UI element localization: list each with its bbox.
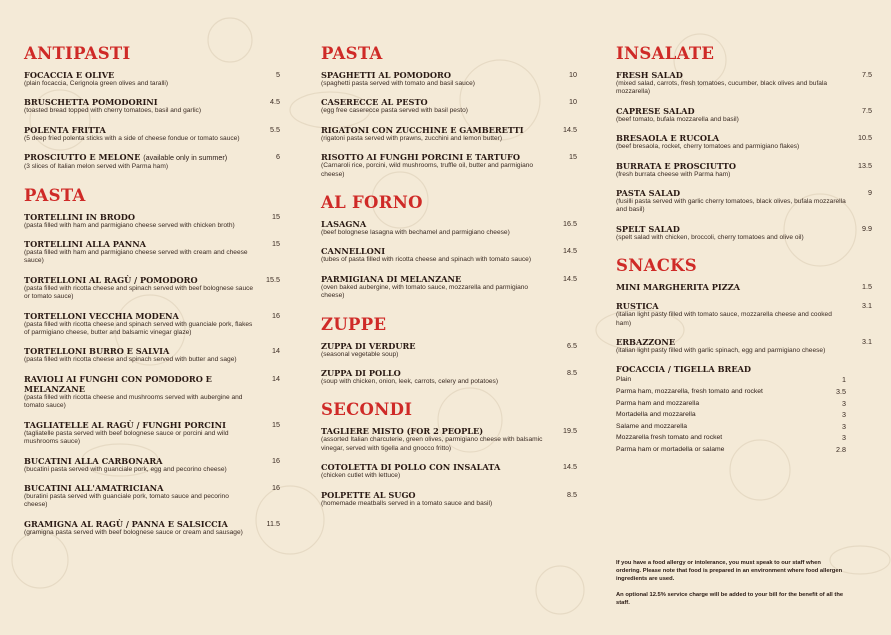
item-name-line [321,426,551,436]
menu-item [321,341,577,359]
item-price: 15 [272,419,280,429]
item-name-line [616,106,846,116]
menu-section [321,315,577,387]
bread-option-label: Parma ham and mozzarella [616,399,700,407]
item-description: (spelt salad with chicken, broccoli, cherry tomatoes and olive oil) [616,233,804,241]
menu-item [321,490,577,508]
item-name-line [24,311,254,321]
item-price: 6 [276,152,280,162]
item-price: 14 [272,346,280,356]
item-price: 14.5 [563,246,577,256]
item-price: 15 [272,211,280,221]
bread-option [616,398,846,410]
bread-option-label: Plain [616,376,632,384]
menu-item [24,483,280,510]
item-name: GRAMIGNA AL RAGÙ / PANNA E SALSICCIA [24,518,228,529]
item-name: FOCACCIA / TIGELLA BREAD [616,364,752,375]
bread-option [616,432,846,444]
bread-option-price: 3 [842,433,846,443]
bread-option-price: 3 [842,398,846,408]
menu-item [321,152,577,179]
item-name: TORTELLINI IN BRODO [24,211,135,222]
item-description: (tubes of pasta filled with ricotta cheese and spinach with tomato sauce) [321,256,532,264]
item-name: TAGLIERE MISTO (FOR 2 PEOPLE) [321,426,484,437]
menu-item [616,161,872,179]
item-name: BURRATA E PROSCIUTTO [616,160,737,171]
menu-item [616,364,872,455]
menu-item [24,70,280,88]
menu-item [321,219,577,237]
menu-item [24,311,280,338]
item-name: TORTELLINI ALLA PANNA [24,239,147,250]
item-description: (homemade meatballs served in a tomato sauce and basil) [321,499,493,507]
bread-option-price: 3 [842,410,846,420]
menu-item [616,282,872,292]
item-name: POLENTA FRITTA [24,124,106,135]
item-name-line [616,188,846,198]
item-name-line [321,274,551,284]
bread-option [616,421,846,433]
item-price: 10 [569,70,577,79]
item-name: ZUPPA DI VERDURE [321,340,416,351]
section-title: ANTIPASTI [24,44,131,63]
menu-column-left [24,44,280,551]
item-price: 11.5 [266,518,280,528]
item-name: CASERECCE AL PESTO [321,97,428,108]
item-name: PARMIGIANA DI MELANZANE [321,273,462,284]
bread-option-price: 2.8 [836,445,846,455]
item-description: (fresh burrata cheese with Parma ham) [616,170,731,178]
menu-item [24,239,280,266]
menu-item [616,70,872,97]
item-name: BUCATINI ALLA CARBONARA [24,455,163,466]
item-name-line [24,70,254,80]
item-name: PASTA SALAD [616,188,681,199]
item-description: (gramigna pasta served with beef bolognese sauce or cream and sausage) [24,528,243,536]
item-description: (pasta filled with ricotta cheese and spinach served with guanciale pork, flakes of parmigiano cheese, butter and balsamic vinegar glaze) [24,320,253,337]
item-name-line [321,368,551,378]
item-price: 15 [272,239,280,249]
item-description: (pasta filled with ham and parmigiano cheese served with cream and cheese sauce) [24,249,248,265]
item-name: MINI MARGHERITA PIZZA [616,282,741,293]
item-price: 13.5 [858,160,872,170]
bread-option-label: Mortadella and mozzarella [616,411,696,419]
item-name: PROSCIUTTO E MELONE [24,152,141,163]
item-name-line [616,133,846,143]
menu-section [24,186,280,538]
item-name-line [24,456,254,466]
item-name: RISOTTO AI FUNGHI PORCINI E TARTUFO [321,152,520,163]
menu-section [616,44,872,242]
item-description: (chicken cutlet with lettuce) [321,472,401,480]
item-name: ZUPPA DI POLLO [321,368,401,379]
item-name: RAVIOLI AI FUNGHI CON POMODORO E MELANZANE [24,373,212,394]
item-name-line [616,282,846,292]
item-price: 16.5 [563,219,577,229]
item-name-line [24,346,254,356]
item-price: 7.5 [862,70,872,79]
item-price: 8.5 [567,489,577,499]
item-name: BRESAOLA E RUCOLA [616,133,720,144]
item-name-line [321,219,551,229]
item-price: 16 [272,310,280,320]
menu-item [24,374,280,411]
item-name-line [24,239,254,249]
item-name-line [321,70,551,80]
item-description: (bucatini pasta served with guanciale pork, egg and pecorino cheese) [24,465,227,473]
menu-item [321,125,577,143]
item-description: (beef tomato, bufala mozzarella and basil) [616,115,739,123]
allergy-notice: If you have a food allergy or intolerance, you must speak to our staff when ordering. Please note that food is prepared in an environment where food allergen ingredients are used. [616,560,843,582]
item-description: (tagliatelle pasta served with beef bolognese sauce or porcini and wild mushrooms sauce) [24,429,229,446]
menu-item [616,188,872,215]
item-name: TORTELLONI BURRO E SALVIA [24,346,170,357]
item-name-line [321,341,551,351]
bread-option [616,409,846,421]
item-description: (5 deep fried polenta sticks with a side of cheese fondue or tomato sauce) [24,134,240,142]
bread-option [616,444,846,456]
menu-item [24,275,280,302]
item-name: ERBAZZONE [616,337,676,348]
item-description: (soup with chicken, onion, leek, carrots, celery and potatoes) [321,378,499,386]
item-name-line [616,301,846,311]
item-price: 3.1 [862,301,872,311]
item-name: CAPRESE SALAD [616,105,695,116]
item-price: 6.5 [567,340,577,350]
item-price: 7.5 [862,105,872,115]
item-price: 5.5 [270,124,280,134]
bread-option [616,386,846,398]
menu-item [321,368,577,386]
item-description: (toasted bread topped with cherry tomatoes, basil and garlic) [24,107,202,115]
section-title: INSALATE [616,44,715,63]
item-name-line [321,125,551,135]
item-description: (buratini pasta served with guanciale pork, tomato sauce and pecorino cheese) [24,492,229,509]
section-title: SECONDI [321,400,413,420]
item-note: (available only in summer) [143,153,228,163]
item-name: BRUSCHETTA POMODORINI [24,97,158,108]
menu-item [616,301,872,328]
item-name-line [24,420,254,430]
item-price: 16 [272,482,280,492]
item-description: (spaghetti pasta served with tomato and basil sauce) [321,80,475,87]
item-name-line [24,212,254,222]
item-price: 3.1 [862,337,872,347]
item-description: (plain focaccia, Cerignola green olives and taralli) [24,80,169,87]
menu-item [24,519,280,537]
item-name-line [616,224,846,234]
menu-column-middle [321,44,577,522]
menu-section [24,44,280,172]
item-name-line [24,275,254,285]
item-name-line [321,97,551,107]
item-description: (seasonal vegetable soup) [321,350,399,358]
item-description: (beef bolognese lasagna with bechamel and parmigiano cheese) [321,229,510,237]
item-name-line [616,70,846,80]
item-price: 4.5 [270,97,280,107]
bread-option [616,374,846,386]
item-description: (italian light pasty filled with tomato sauce, mozzarella cheese and cooked ham) [616,311,832,327]
item-name-line [321,462,551,472]
menu-item [24,456,280,474]
bread-option-price: 1 [842,375,846,385]
item-description: (fusilli pasta served with garlic cherry tomatoes, black olives, bufala mozzarella and basil) [616,198,846,214]
menu-item [321,274,577,301]
menu-column-right [616,44,872,470]
item-name: LASAGNA [321,219,367,230]
menu-item [616,337,872,355]
menu-item [321,246,577,264]
bread-option-price: 3.5 [836,387,846,397]
section-title: PASTA [321,44,383,63]
item-name-line [24,374,254,394]
item-description: (pasta filled with ham and parmigiano cheese served with chicken broth) [24,221,235,229]
menu-item [321,97,577,115]
item-price: 19.5 [563,426,577,436]
menu-item [616,133,872,151]
item-name-line [24,125,254,135]
bread-option-label: Parma ham, mozzarella, fresh tomato and rocket [616,388,763,396]
menu-section [321,400,577,508]
item-name-line [24,97,254,107]
item-name-line [24,152,254,163]
bread-option-label: Mozzarella fresh tomato and rocket [616,434,723,442]
item-name-line [321,246,551,256]
item-description: (pasta filled with ricotta cheese and mushrooms served with aubergine and tomato sauce) [24,393,243,410]
item-name: FOCACCIA E OLIVE [24,70,115,80]
item-name: TORTELLONI VECCHIA MODENA [24,310,179,321]
item-price: 14.5 [563,124,577,134]
section-title: AL FORNO [321,193,423,213]
item-name: RUSTICA [616,301,659,312]
item-name-line [616,161,846,171]
item-description: (assorted Italian charcuterie, green olives, parmigiano cheese with balsamic vinegar, served with tigella and gnocco fritto) [321,436,543,452]
item-price: 10 [569,97,577,107]
section-title: PASTA [24,185,86,205]
item-description: (pasta filled with ricotta cheese and spinach served with butter and sage) [24,356,237,364]
section-title: ZUPPE [321,314,387,334]
menu-item [616,224,872,242]
item-description: (oven baked aubergine, with tomato sauce, mozzarella and parmigiano cheese) [321,283,529,300]
menu-item [321,70,577,88]
item-price: 10.5 [858,133,872,143]
menu-item [616,106,872,124]
menu-item [24,346,280,364]
bread-option-label: Salame and mozzarella [616,422,688,430]
item-description: (italian light pasty filled with garlic spinach, egg and parmigiano cheese) [616,347,826,355]
item-name: COTOLETTA DI POLLO CON INSALATA [321,462,501,473]
item-price: 15.5 [266,274,280,284]
menu-section [321,193,577,301]
item-name-line [321,490,551,500]
item-name: TORTELLONI AL RAGÙ / POMODORO [24,274,198,285]
item-description: (pasta filled with ricotta cheese and spinach served with beef bolognese sauce or tomato sauce) [24,284,254,301]
menu-item [24,212,280,230]
item-name: SPELT SALAD [616,223,680,234]
item-price: 14.5 [563,462,577,472]
item-price: 14 [272,373,280,383]
menu-item [24,97,280,115]
item-description: (rigatoni pasta served with prawns, zucchini and lemon butter) [321,134,503,142]
item-name: RIGATONI CON ZUCCHINE E GAMBERETTI [321,124,524,135]
item-description: (egg free caserecce pasta served with basil pesto) [321,107,468,115]
item-description: (mixed salad, carrots, fresh tomatoes, cucumber, black olives and bufala mozzarella) [616,80,828,96]
item-name: SPAGHETTI AL POMODORO [321,70,451,80]
bread-option-label: Parma ham or mortadella or salame [616,446,725,454]
item-price: 16 [272,455,280,465]
bread-options-list [616,374,846,455]
menu-item [24,420,280,447]
menu-item [24,125,280,143]
item-price: 5 [276,70,280,79]
menu-item [321,462,577,480]
menu-item [321,426,577,453]
item-description: (3 slices of Italian melon served with Parma ham) [24,163,169,171]
menu-section [616,256,872,455]
bread-option-price: 3 [842,421,846,431]
section-title: SNACKS [616,256,697,276]
item-name-line [24,483,254,493]
service-charge-notice: An optional 12.5% service charge will be added to your bill for the benefit of all the staff. [616,592,844,606]
menu-item [24,152,280,171]
item-price: 15 [569,152,577,162]
footnote [616,559,846,615]
item-description: (beef bresaola, rocket, cherry tomatoes and parmigiano flakes) [616,143,800,151]
item-name: TAGLIATELLE AL RAGÙ / FUNGHI PORCINI [24,419,226,430]
item-name-line [616,337,846,347]
item-name: CANNELLONI [321,246,386,257]
item-description: (Carnaroli rice, porcini, wild mushrooms, truffle oil, butter and parmigiano cheese) [321,162,534,178]
item-price: 14.5 [563,273,577,283]
menu-section [321,44,577,179]
item-name: FRESH SALAD [616,70,683,80]
item-name-line [321,152,551,162]
item-name: BUCATINI ALL'AMATRICIANA [24,482,164,493]
item-name-line [24,519,254,529]
item-price: 1.5 [862,282,872,292]
item-price: 8.5 [567,368,577,378]
item-price: 9 [868,188,872,198]
item-name: POLPETTE AL SUGO [321,489,416,500]
item-price: 9.9 [862,223,872,233]
